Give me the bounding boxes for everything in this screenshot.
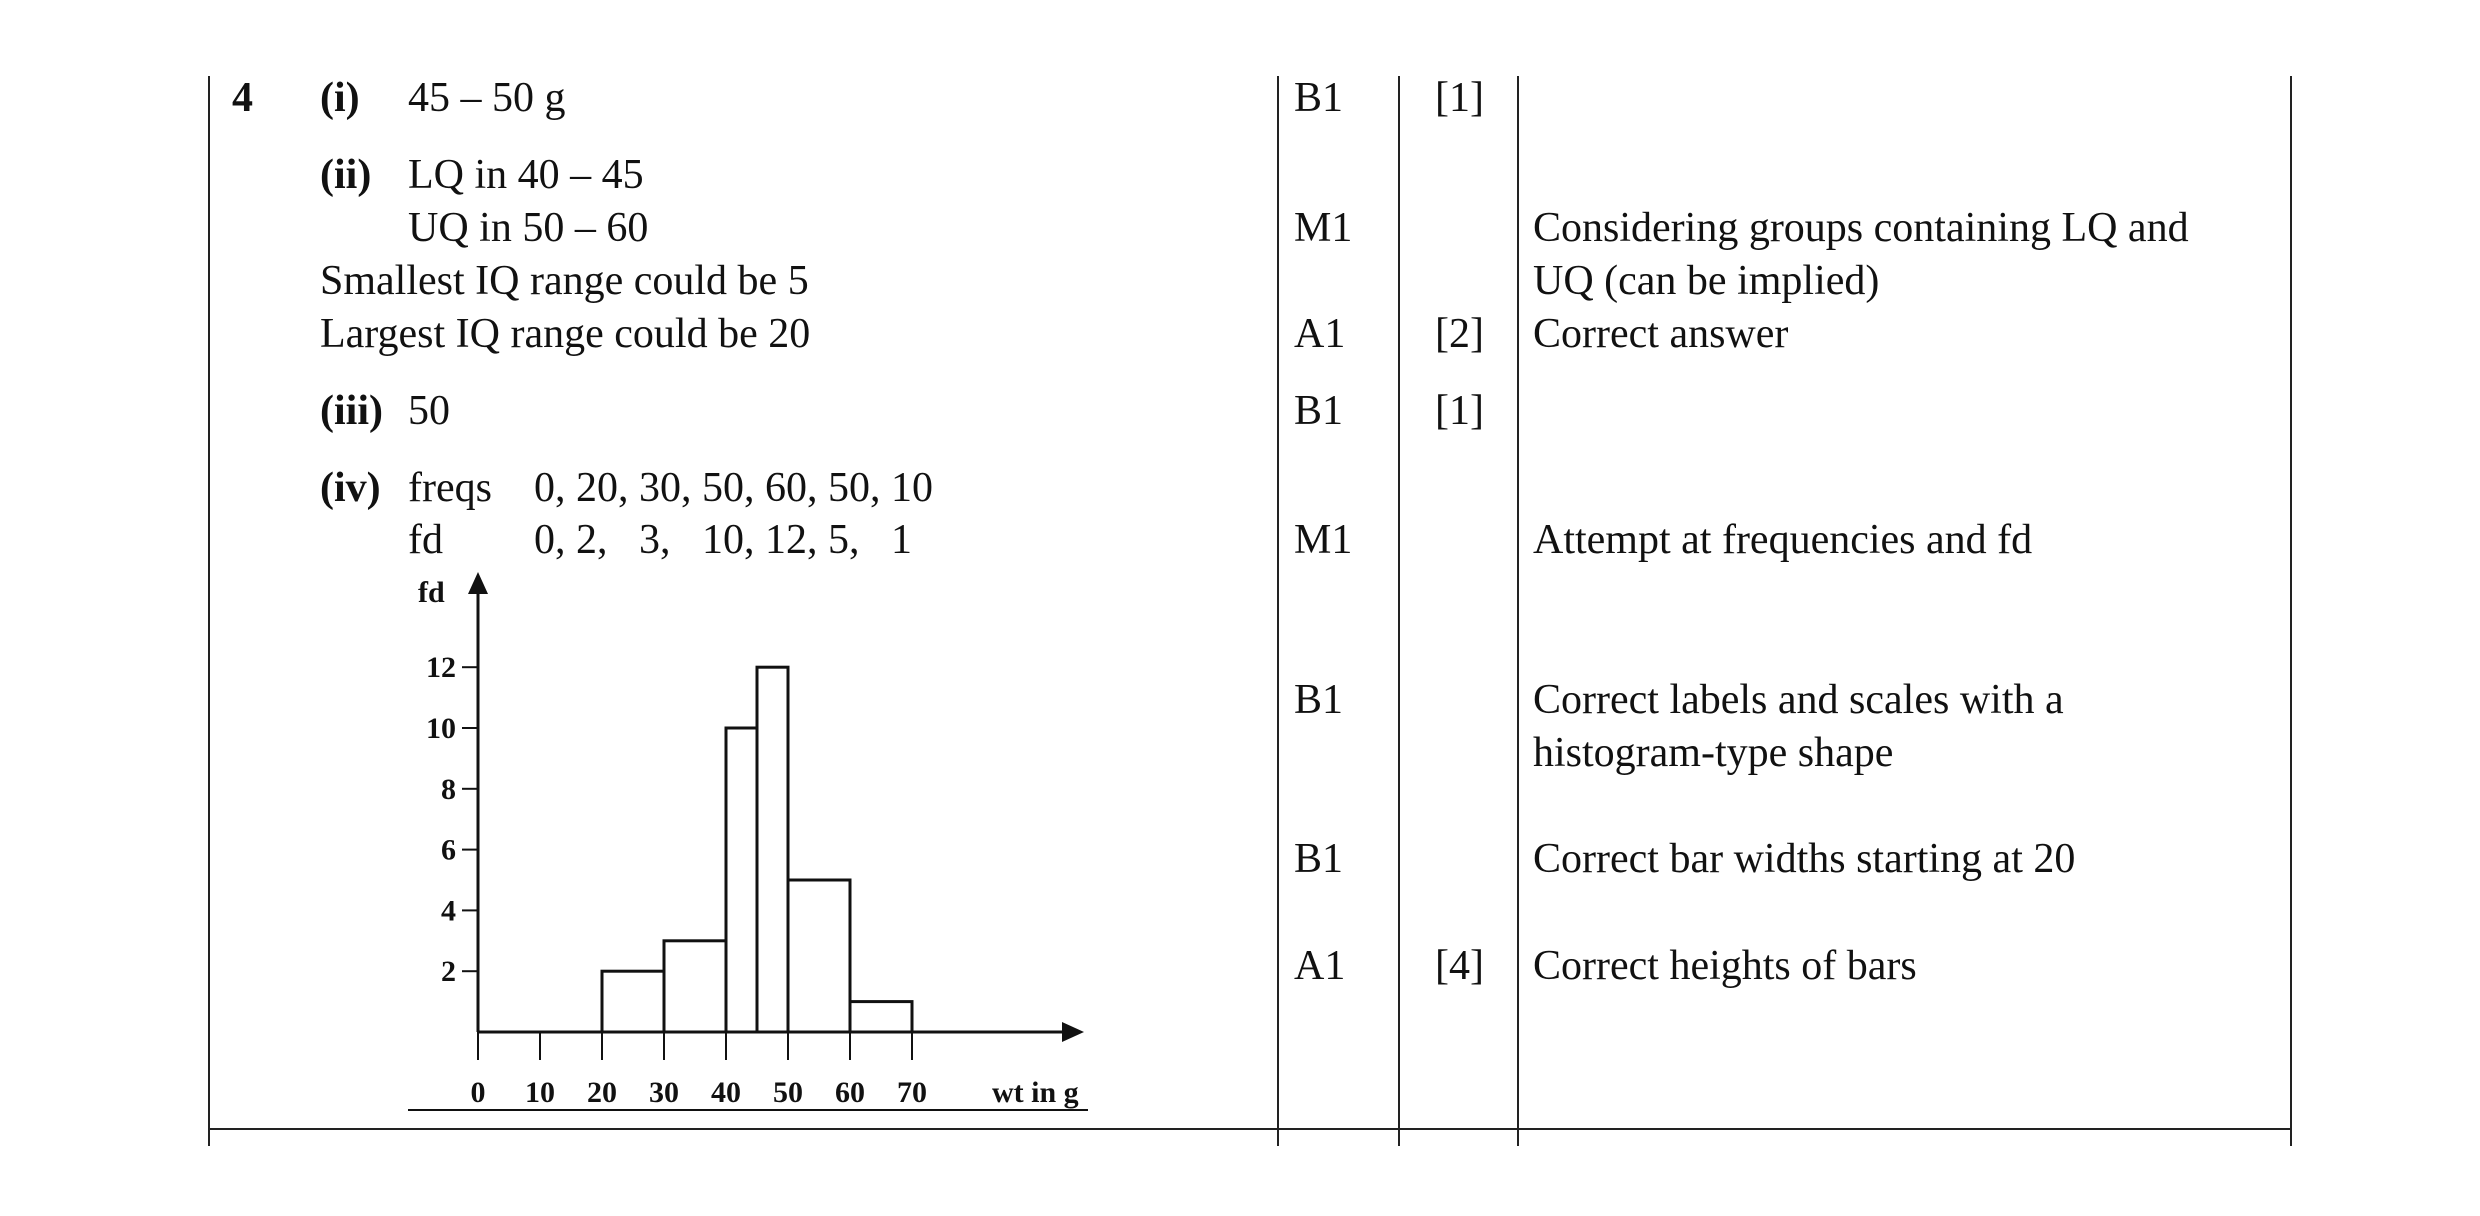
x-ticks xyxy=(471,1032,928,1109)
y-tick-label: 8 xyxy=(441,772,456,806)
mark-r6-comment1: Correct labels and scales with a xyxy=(1533,677,2064,723)
part-ii-line1: LQ in 40 – 45 xyxy=(408,152,644,198)
y-axis-label: fd xyxy=(418,576,445,609)
mark-r7-comment: Correct bar widths starting at 20 xyxy=(1533,836,2076,882)
x-tick-label: 50 xyxy=(773,1076,803,1109)
y-axis-arrow xyxy=(468,572,488,594)
mark-r4-total: [1] xyxy=(1435,388,1484,434)
x-tick-label: 40 xyxy=(711,1076,741,1109)
mark-r8-total: [4] xyxy=(1435,943,1484,989)
part-ii-line3: Smallest IQ range could be 5 xyxy=(320,258,809,304)
part-ii-line4: Largest IQ range could be 20 xyxy=(320,311,811,357)
fd-values: 0, 2, 3, 10, 12, 5, 1 xyxy=(534,517,912,563)
x-tick-label: 60 xyxy=(835,1076,865,1109)
y-ticks xyxy=(426,651,478,988)
part-ii-label: (ii) xyxy=(320,152,372,198)
part-i-label: (i) xyxy=(320,75,360,121)
part-ii-line2: UQ in 50 – 60 xyxy=(408,205,649,251)
mark-r6-code: B1 xyxy=(1294,677,1344,723)
mark-r3-code: A1 xyxy=(1294,311,1346,357)
question-number: 4 xyxy=(232,75,253,121)
mark-r6-comment2: histogram-type shape xyxy=(1533,730,1894,776)
mark-r2-comment2: UQ (can be implied) xyxy=(1533,258,1880,304)
x-tick-label: 30 xyxy=(649,1076,679,1109)
histogram-bar xyxy=(757,667,788,1032)
part-iv-label: (iv) xyxy=(320,465,381,511)
histogram-bar xyxy=(664,941,726,1032)
y-tick-label: 10 xyxy=(426,712,456,745)
y-tick-label: 4 xyxy=(441,894,456,928)
x-tick-label: 20 xyxy=(587,1076,617,1109)
part-iii-answer: 50 xyxy=(408,388,450,434)
mark-r1-total: [1] xyxy=(1435,75,1484,121)
part-i-answer: 45 – 50 g xyxy=(408,75,566,121)
y-tick-label: 12 xyxy=(426,651,456,685)
mark-r7-code: B1 xyxy=(1294,836,1344,882)
mark-r5-code: M1 xyxy=(1294,517,1353,563)
y-tick-label: 2 xyxy=(441,955,456,989)
mark-r2-code: M1 xyxy=(1294,205,1353,251)
freqs-label: freqs xyxy=(408,465,492,511)
part-iii-label: (iii) xyxy=(320,388,383,434)
x-tick-label: 10 xyxy=(525,1076,555,1109)
histogram xyxy=(380,560,1120,1120)
column-divider-totals xyxy=(1398,76,1400,1146)
histogram-bar xyxy=(788,880,850,1032)
histogram-bar xyxy=(726,728,757,1032)
mark-r1-code: B1 xyxy=(1294,75,1344,121)
mark-r4-code: B1 xyxy=(1294,388,1344,434)
column-divider-comments xyxy=(1517,76,1519,1146)
column-divider-marks xyxy=(1277,76,1279,1146)
mark-r3-comment: Correct answer xyxy=(1533,311,1789,357)
mark-r3-total: [2] xyxy=(1435,311,1484,357)
histogram-bar xyxy=(850,1002,912,1032)
mark-r8-comment: Correct heights of bars xyxy=(1533,943,1917,989)
x-tick-label: 0 xyxy=(470,1076,486,1109)
histogram-bar xyxy=(602,971,664,1032)
table-right-border xyxy=(2290,76,2292,1146)
x-axis-arrow xyxy=(1062,1022,1084,1042)
mark-r8-code: A1 xyxy=(1294,943,1346,989)
histogram-bars xyxy=(602,667,912,1032)
fd-label: fd xyxy=(408,517,443,563)
table-left-border xyxy=(208,76,210,1146)
table-bottom-border xyxy=(208,1128,2292,1130)
x-tick-label: 70 xyxy=(897,1076,927,1109)
y-tick-label: 6 xyxy=(441,833,456,867)
mark-r2-comment1: Considering groups containing LQ and xyxy=(1533,205,2189,251)
mark-r5-comment: Attempt at frequencies and fd xyxy=(1533,517,2033,563)
x-axis-label: wt in g xyxy=(992,1076,1079,1109)
freqs-values: 0, 20, 30, 50, 60, 50, 10 xyxy=(534,465,933,511)
